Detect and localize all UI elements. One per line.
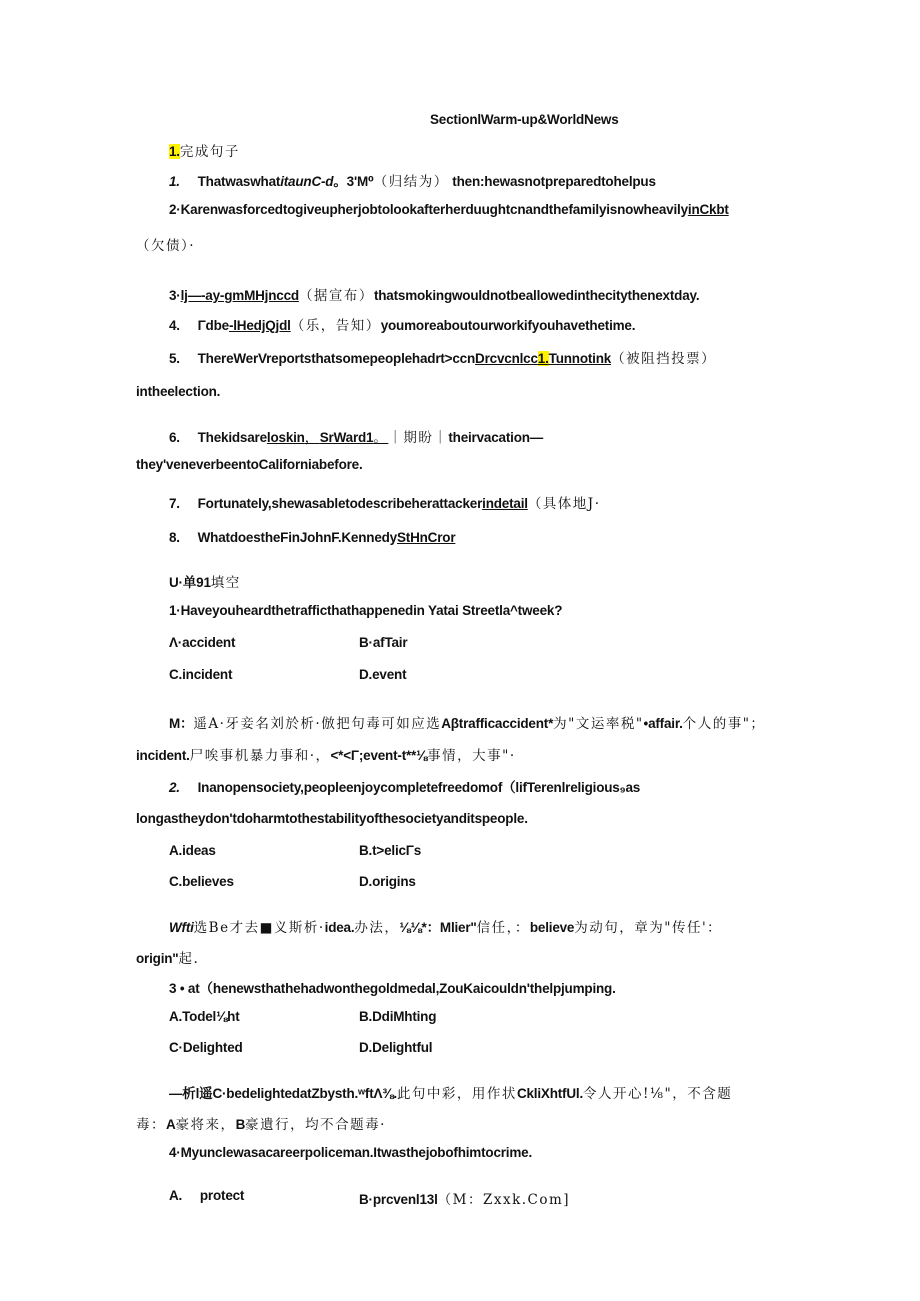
sentence-text: Γdbe [197,318,229,333]
q3-option-b: B.DdiMhting [359,1009,437,1024]
part2-title: 填空 [210,575,241,591]
explanation-text: 起. [178,951,200,967]
hint-text: （据宣布） [298,288,374,304]
option-text: B·prcvenl13l [359,1192,438,1207]
explanation-text: 信任，： [476,920,530,936]
answer-text: 1. [537,351,549,366]
q1-explanation-line2 [136,744,516,764]
explanation-text: 此句中彩，用作状 [396,1086,517,1102]
answer-text: Tunnotink [548,351,612,366]
sentence-3 [169,284,699,304]
explanation-text: •affair. [643,716,683,731]
sentence-5-cont: intheelection. [136,384,221,399]
sentence-text: thatsmokingwouldnotbeallowedinthecitythenextday. [373,288,700,303]
item-number: 3· [169,288,181,303]
q2-explanation-line2 [136,947,199,967]
explanation-text: 毒： [136,1117,166,1133]
hint-text: ｜期盼｜ [388,430,449,446]
explanation-text: 办法， [354,920,400,936]
sentence-4 [169,314,635,334]
answer-text: indetail [482,496,528,511]
hint-text: （被阻挡投票） [611,351,717,367]
q3-explanation-line1 [169,1082,732,1102]
sentence-text: then:hewasnotpreparedtohelpus [452,174,656,189]
answer-text: itaunC-d [280,174,334,189]
answer-text: SrWard1 [319,430,374,445]
sentence-text: ThereWerVreportsthatsomepeoplehadrt>ccn [197,351,476,366]
source-note: （M：Zxxk.Com] [437,1192,571,1208]
q2-stem-cont: longastheydon'tdoharmtothestabilityofthesocietyanditspeople. [136,811,528,826]
q3-option-c: C·Delighted [169,1040,243,1055]
sentence-5 [169,347,716,367]
question-text: Inanopensociety,peopleenjoycompletefreedomof（lifTerenlreligious₉as [197,780,641,795]
item-number: 2. [169,780,180,795]
answer-text: 。3'M⁰ [333,174,374,189]
part1-title: 完成句子 [179,144,240,160]
explanation-text: CkliXhtfUl. [516,1086,583,1101]
option-text: protect [199,1188,245,1203]
sentence-text: youmoreaboutourworkifyouhavethetime. [380,318,636,333]
section-title: SectionlWarm-up&WorldNews [430,112,619,127]
sentence-6-cont: they'veneverbeentoCaliforniabefore. [136,457,363,472]
item-number: 7. [169,496,180,511]
explanation-text: incident. [136,748,190,763]
q1-stem: 1·Haveyouheardthetrafficthathappenedin Yatai Streetla^tweek? [169,603,563,618]
answer-text: inCkbt [687,202,729,217]
sentence-2-hint: （欠债）· [136,238,196,254]
q3-stem: 3 • at（henewsthathehadwonthegoldmedal,ZouKaicouldn'thelpjumping. [169,981,616,996]
q4-option-b [359,1188,570,1208]
q4-option-a [169,1188,244,1203]
q2-option-a: A.ideas [169,843,216,858]
explanation-text: <*<Γ;event-t**⅛ [330,748,428,763]
item-number: 1. [169,174,180,189]
explanation-text: 尸唉事机暴力事和·， [189,748,331,764]
q1-option-d: D.event [359,667,407,682]
answer-text: 。 [373,430,389,446]
sentence-6 [169,426,543,446]
explanation-text: 豪将来， [175,1117,236,1133]
explanation-text: 为动句，章为"传任'： [574,920,723,936]
sentence-text: Thatwaswhat [197,174,281,189]
explanation-text: idea. [324,920,355,935]
explanation-text: Aβtrafficaccident* [441,716,554,731]
option-letter: A. [169,1188,183,1203]
sentence-text: Fortunately,shewasabletodescribeherattacker [197,496,483,511]
item-number: 4. [169,318,180,333]
explanation-text: 遥C·bedelightedatZbysth.ʷftΛ⅜. [199,1086,397,1101]
explanation-text: A [166,1117,176,1132]
q1-explanation-line1 [169,712,765,732]
hint-text: （乐，告知） [290,318,381,334]
q2-option-c: C.believes [169,874,234,889]
part2-number: U·单91 [169,575,211,590]
explanation-text: believe [529,920,575,935]
explanation-text: 事情，大事"· [427,748,516,764]
explanation-label: Wfti [169,920,194,935]
q1-option-a: Λ·accident [169,635,236,650]
sentence-7 [169,492,601,512]
explanation-text: 遥A·牙妾名刘於析·倣把句毒可如应选 [193,716,442,732]
sentence-1 [169,170,656,190]
sentence-text: theirvacation— [448,430,544,445]
q2-explanation-line1 [169,916,722,936]
hint-text: （具体地J· [527,496,601,512]
q3-explanation-line2 [136,1113,386,1133]
explanation-text: ⅛⅛*：Mlier" [399,920,477,935]
sentence-8 [169,530,455,545]
sentence-text: WhatdoestheFinJohnF.Kennedy [197,530,397,545]
explanation-text: 为"文运率税" [553,716,644,732]
sentence-text: 2·Karenwasforcedtogiveupherjobtolookafterherduughtcnandthefamilyisnowheavily [169,202,688,217]
q1-option-c: C.incident [169,667,233,682]
item-number: 6. [169,430,180,445]
q2-stem [169,776,640,796]
explanation-label: —析l [169,1086,200,1101]
q1-option-b: B·afTair [359,635,408,650]
hint-text: （归结为） [373,174,449,190]
explanation-text: origin" [136,951,179,966]
answer-text: StHnCror [396,530,456,545]
part1-number: 1. [169,144,180,159]
explanation-text: B [235,1117,246,1132]
sentence-text: Thekidsare [197,430,267,445]
explanation-text: 令人开心!⅛"，不含题 [583,1086,733,1102]
item-number: 5. [169,351,180,366]
q3-option-d: D.Delightful [359,1040,433,1055]
explanation-text: 个人的事"； [682,716,766,732]
answer-text: lj—-ay-gmMHjnccd [180,288,299,303]
q2-option-d: D.origins [359,874,416,889]
explanation-text: 选Be才去■义斯析· [193,920,325,936]
part1-heading [169,140,240,160]
answer-text: Drcvcnlcc [475,351,538,366]
part2-heading [169,571,241,591]
sentence-2 [169,202,729,217]
explanation-text: 豪遺行，均不合题毒· [245,1117,386,1133]
answer-text: ， [304,430,320,446]
item-number: 8. [169,530,180,545]
answer-text: loskin [266,430,305,445]
q2-option-b: B.t>elicΓs [359,843,422,858]
q3-option-a: A.Todel⅛ht [169,1009,240,1024]
answer-text: -lHedjQjdl [228,318,291,333]
q4-stem: 4·Myunclewasacareerpoliceman.Itwasthejobofhimtocrime. [169,1145,533,1160]
explanation-label: M： [169,716,194,731]
